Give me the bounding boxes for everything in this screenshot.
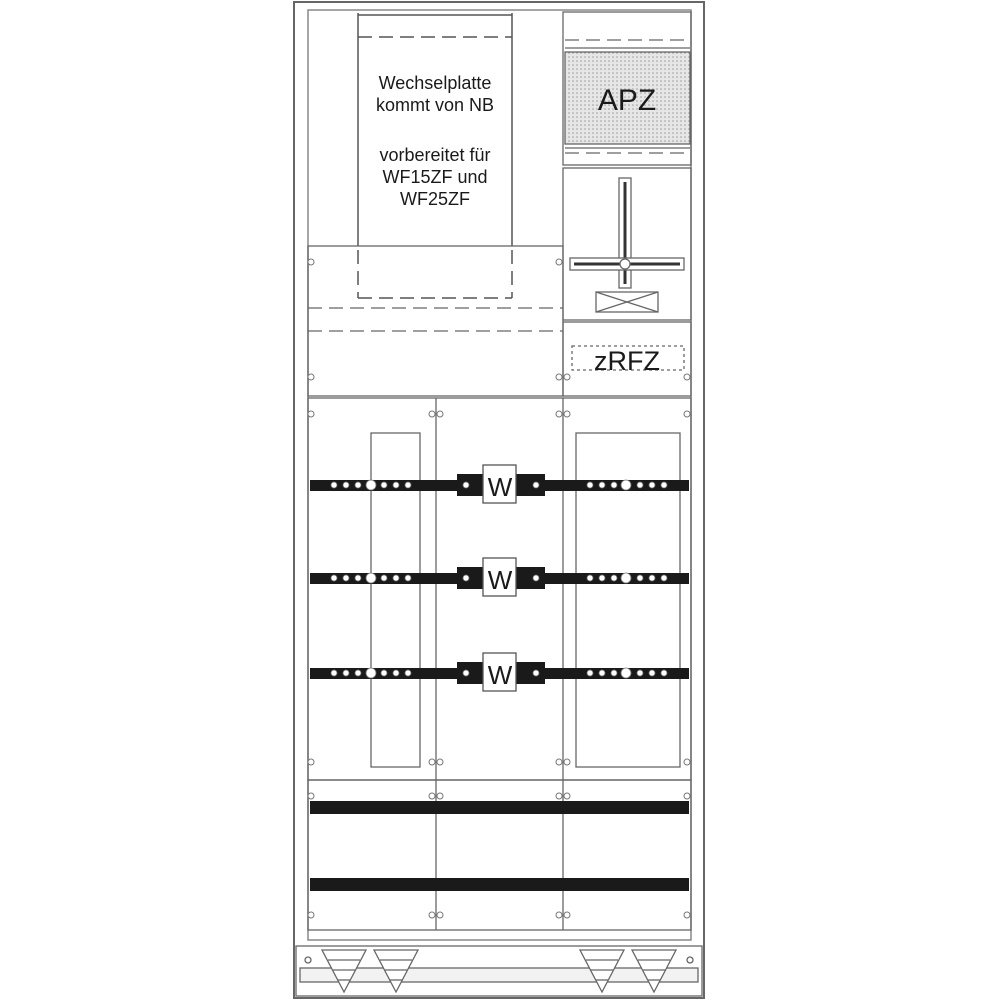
- swap-plate-text-2: kommt von NB: [375, 95, 495, 115]
- n-rail: [310, 878, 689, 891]
- pe-rail: [310, 801, 689, 814]
- busbar-label-3: W: [487, 660, 513, 690]
- busbar-label-1: W: [487, 472, 513, 502]
- swap-plate-text-4: WF15ZF und: [382, 167, 488, 187]
- cable-entry-base: [296, 946, 702, 996]
- swap-plate-text-1: Wechselplatte: [378, 73, 492, 93]
- zrfz-label: zRFZ: [594, 346, 660, 376]
- busbar-label-2: W: [487, 565, 513, 595]
- swap-plate-text-3: vorbereitet für: [379, 145, 491, 165]
- swap-plate-text-5: WF25ZF: [400, 189, 470, 209]
- apz-label: APZ: [597, 84, 657, 117]
